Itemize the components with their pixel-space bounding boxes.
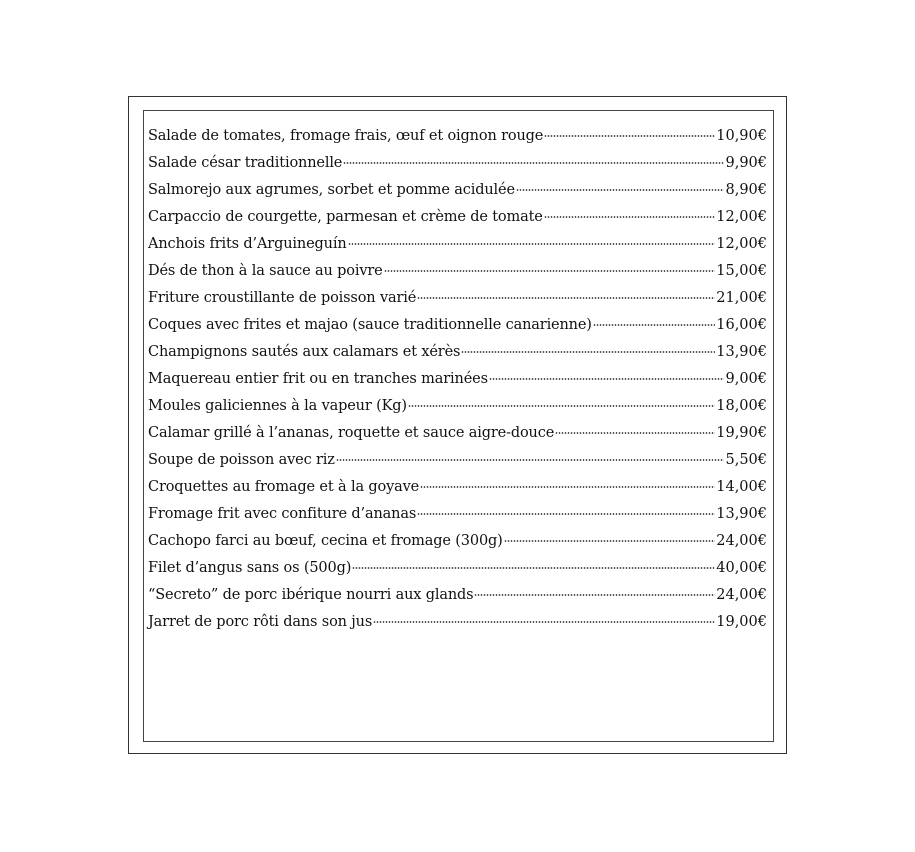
menu-item-name: Salade césar traditionnelle (148, 155, 343, 171)
menu-item (148, 204, 767, 231)
menu-item-name: Dés de thon à la sauce au poivre (148, 263, 383, 279)
menu-item-name: Jarret de porc rôti dans son jus (148, 614, 373, 630)
menu-item-name: Filet d’angus sans os (500g) (148, 560, 352, 576)
menu-item-price: 13,90€ (716, 506, 767, 522)
dot-leader (417, 513, 715, 515)
menu-item-name: “Secreto” de porc ibérique nourri aux glands (148, 587, 474, 603)
menu-item-name: Anchois frits d’Arguineguín (148, 236, 347, 252)
menu-item (148, 393, 767, 420)
dot-leader (489, 378, 725, 380)
dot-leader (343, 162, 724, 164)
dot-leader (417, 297, 715, 299)
dot-leader (504, 540, 716, 542)
dot-leader (544, 135, 715, 137)
dot-leader (593, 324, 715, 326)
menu-item (148, 447, 767, 474)
menu-item-price: 18,00€ (716, 398, 767, 414)
menu-item-price: 12,00€ (716, 209, 767, 225)
dot-leader (555, 432, 715, 434)
menu-item-price: 12,00€ (716, 236, 767, 252)
menu-item-name: Friture croustillante de poisson varié (148, 290, 417, 306)
menu-item-name: Cachopo farci au bœuf, cecina et fromage (300g) (148, 533, 503, 549)
menu-item (148, 366, 767, 393)
menu-item (148, 285, 767, 312)
dot-leader (474, 594, 715, 596)
menu-item (148, 474, 767, 501)
dot-leader (516, 189, 725, 191)
menu-item-price: 19,90€ (716, 425, 767, 441)
dot-leader (408, 405, 715, 407)
menu-item-price: 24,00€ (716, 587, 767, 603)
menu-item-name: Calamar grillé à l’ananas, roquette et sauce aigre-douce (148, 425, 555, 441)
menu-item-price: 13,90€ (716, 344, 767, 360)
menu-item (148, 609, 767, 636)
menu-item (148, 312, 767, 339)
dot-leader (348, 243, 716, 245)
menu-item-price: 14,00€ (716, 479, 767, 495)
menu-item-name: Fromage frit avec confiture d’ananas (148, 506, 417, 522)
dot-leader (336, 459, 725, 461)
menu-item (148, 420, 767, 447)
dot-leader (420, 486, 715, 488)
menu-item-price: 9,00€ (725, 371, 767, 387)
menu-item-price: 40,00€ (716, 560, 767, 576)
menu-item-price: 9,90€ (725, 155, 767, 171)
menu-item-name: Salmorejo aux agrumes, sorbet et pomme acidulée (148, 182, 515, 198)
menu-item-name: Moules galiciennes à la vapeur (Kg) (148, 398, 407, 414)
menu-item (148, 123, 767, 150)
dot-leader (384, 270, 716, 272)
menu-item-price: 19,00€ (716, 614, 767, 630)
menu-item (148, 258, 767, 285)
menu-item-name: Salade de tomates, fromage frais, œuf et oignon rouge (148, 128, 544, 144)
menu-item (148, 339, 767, 366)
menu-item (148, 528, 767, 555)
menu-item-name: Champignons sautés aux calamars et xérès (148, 344, 461, 360)
menu-item (148, 555, 767, 582)
dot-leader (544, 216, 716, 218)
menu-item-price: 15,00€ (716, 263, 767, 279)
menu-item (148, 150, 767, 177)
menu-item (148, 582, 767, 609)
menu-item (148, 177, 767, 204)
dot-leader (352, 567, 715, 569)
menu-item-price: 5,50€ (725, 452, 767, 468)
menu-item-price: 16,00€ (716, 317, 767, 333)
menu-item-name: Maquereau entier frit ou en tranches marinées (148, 371, 488, 387)
menu-item-name: Carpaccio de courgette, parmesan et crème de tomate (148, 209, 543, 225)
menu-item-name: Soupe de poisson avec riz (148, 452, 335, 468)
menu-item (148, 501, 767, 528)
menu-item-price: 10,90€ (716, 128, 767, 144)
dot-leader (373, 621, 715, 623)
menu-item-price: 21,00€ (716, 290, 767, 306)
menu-list (148, 123, 767, 636)
menu-item-price: 8,90€ (725, 182, 767, 198)
menu-item (148, 231, 767, 258)
dot-leader (461, 351, 715, 353)
menu-item-name: Croquettes au fromage et à la goyave (148, 479, 420, 495)
menu-item-price: 24,00€ (716, 533, 767, 549)
menu-item-name: Coques avec frites et majao (sauce traditionnelle canarienne) (148, 317, 592, 333)
